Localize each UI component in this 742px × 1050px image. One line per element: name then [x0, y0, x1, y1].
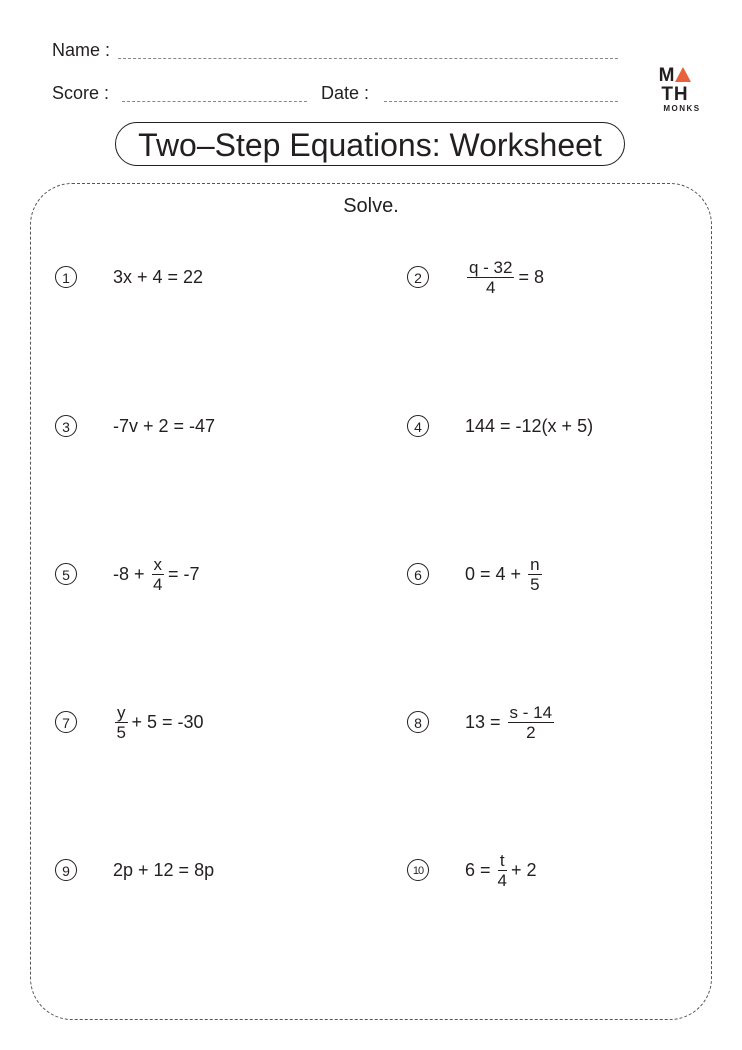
numerator: q - 32	[469, 257, 513, 277]
equation-text: = -7	[168, 563, 200, 584]
equation	[465, 850, 537, 890]
problem-number: 7	[55, 711, 77, 733]
denominator: 4	[486, 277, 496, 297]
problems-frame	[30, 183, 712, 1020]
problem-number: 2	[407, 266, 429, 288]
numerator: x	[153, 554, 163, 574]
equation	[113, 702, 204, 742]
problem-number: 5	[55, 563, 77, 585]
equation	[465, 702, 558, 742]
score-label: Score :	[52, 83, 110, 103]
equation-text: = 8	[518, 266, 545, 287]
equation-text: -7v + 2 = -47	[113, 415, 216, 436]
problem-number: 10	[407, 859, 429, 881]
denominator: 5	[530, 574, 540, 594]
problem-number: 6	[407, 563, 429, 585]
fraction	[508, 703, 555, 742]
equation	[465, 257, 544, 297]
fraction	[152, 555, 165, 594]
equation	[113, 554, 200, 594]
page-title: Two–Step Equations: Worksheet	[115, 122, 625, 166]
equation	[113, 257, 203, 297]
equation-text: 13 =	[465, 711, 506, 732]
date-field[interactable]	[384, 101, 618, 102]
score-field[interactable]	[122, 101, 307, 102]
fraction	[467, 258, 514, 297]
numerator: t	[499, 850, 505, 870]
date-label: Date :	[321, 83, 370, 103]
equation	[113, 850, 214, 890]
numerator: s - 14	[509, 702, 553, 722]
problem-number: 4	[407, 415, 429, 437]
numerator: n	[530, 554, 540, 574]
equation-text: 0 = 4 +	[465, 563, 527, 584]
equation-text: 144 = -12(x + 5)	[465, 415, 594, 436]
denominator: 5	[116, 722, 126, 742]
name-label: Name :	[52, 40, 111, 60]
equation-text: 6 =	[465, 859, 496, 880]
numerator: y	[117, 702, 126, 722]
problem-number: 8	[407, 711, 429, 733]
math-monks-logo: MTH MONKS	[658, 65, 701, 113]
equation	[465, 554, 546, 594]
problem-number: 9	[55, 859, 77, 881]
denominator: 2	[526, 722, 536, 742]
problem-number: 1	[55, 266, 77, 288]
equation-text: + 2	[511, 859, 537, 880]
equation-text: 3x + 4 = 22	[113, 266, 204, 287]
equation	[113, 406, 215, 446]
fraction	[498, 851, 507, 890]
denominator: 4	[153, 574, 163, 594]
problem-number: 3	[55, 415, 77, 437]
equation-text: -8 +	[113, 563, 150, 584]
name-field[interactable]	[118, 58, 618, 59]
fraction	[115, 703, 128, 742]
fraction	[528, 555, 541, 594]
equation-text: + 5 = -30	[131, 711, 204, 732]
equation-text: 2p + 12 = 8p	[113, 859, 215, 880]
triangle-icon	[675, 67, 691, 82]
denominator: 4	[497, 870, 507, 890]
instruction: Solve.	[343, 195, 399, 217]
equation	[465, 406, 593, 446]
